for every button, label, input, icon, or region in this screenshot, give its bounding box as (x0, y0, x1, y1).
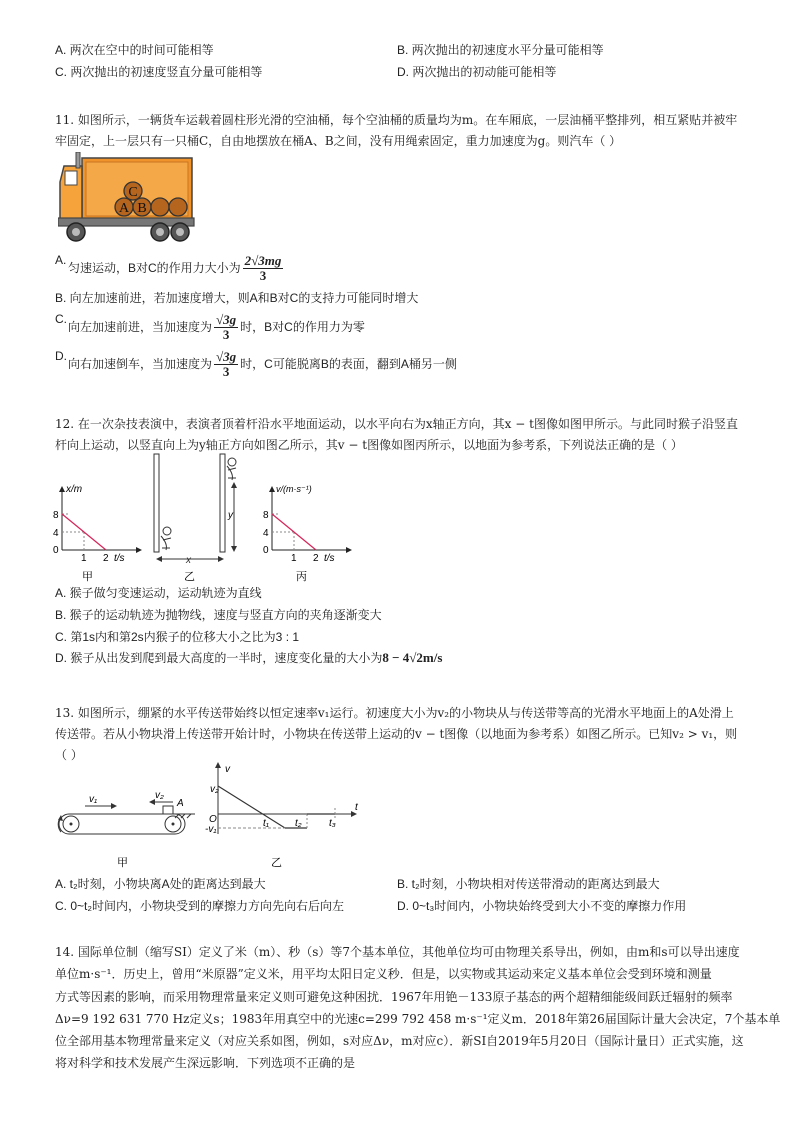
q14-stem-line1: 14. 国际单位制（缩写SI）定义了米（m）、秒（s）等7个基本单位，其他单位均可由物理关系导出，例如，由m和s可以导出速度 (55, 945, 740, 959)
q12-option-d-formula: 8 − 4√2m/s (382, 650, 443, 665)
tick-label: 4 (53, 528, 59, 539)
tick-label: 2 (313, 553, 319, 564)
conveyor-figure (58, 790, 195, 869)
tick-label: 8 (263, 510, 269, 521)
monkey-body-icon (161, 536, 171, 550)
barrel (151, 198, 169, 216)
block (163, 806, 173, 814)
monkey-icon (163, 527, 171, 535)
label-t2: t₂ (295, 818, 302, 829)
q11-stem-line2: 牢固定，上一层只有一只桶C，自由地摆放在桶A、B之间，没有用绳索固定，重力加速度为g。则汽车（ ） (55, 134, 622, 148)
q11-option-c-letter: C. (55, 312, 67, 326)
fraction-numerator: 2√3mg (244, 253, 282, 269)
wheel-hub (176, 228, 184, 236)
label-neg-v1: -v₁ (205, 824, 217, 835)
q14-stem-line2: 单位m·s⁻¹．历史上，曾用“米原器”定义米，用平均太阳日定义秒．但是，以实物或其运动来定义基本单位会受到环境和测量 (55, 967, 712, 981)
q11-option-a[interactable] (68, 254, 285, 283)
pole-right (220, 454, 225, 552)
q11-option-a-text: 匀速运动，B对C的作用力大小为 (68, 261, 241, 275)
rotation-arrowhead-icon (58, 815, 63, 821)
q12-figures (50, 452, 370, 584)
v-axis-arrow (215, 762, 221, 768)
q12-stem-line1: 12. 在一次杂技表演中，表演者顶着杆沿水平地面运动，以水平向右为x轴正方向，其x − t图像如图甲所示。与此同时猴子沿竖直 (55, 417, 738, 431)
q12-option-b[interactable]: B. 猴子的运动轨迹为抛物线，速度与竖直方向的夹角逐渐变大 (55, 608, 382, 622)
tick-label: 2 (103, 553, 109, 564)
fraction-numerator: √3g (216, 349, 237, 365)
tick-label: 4 (263, 528, 269, 539)
axis-label-x: x/m (66, 484, 83, 495)
fraction (214, 350, 238, 379)
fraction (214, 313, 238, 342)
q11-option-c-text1: 向左加速前进，当加速度为 (68, 320, 213, 334)
label-v2: v₂ (155, 790, 164, 801)
graph-jia (53, 484, 142, 583)
q11-option-c[interactable] (68, 313, 365, 342)
pulley-axle (70, 823, 73, 826)
caption-yi: 乙 (184, 571, 195, 583)
q13-option-b[interactable]: B. t₂时刻，小物块相对传送带滑动的距离达到最大 (397, 877, 660, 891)
vt-line-descending (218, 786, 285, 828)
q11-option-b[interactable]: B. 向左加速前进，若加速度增大，则A和B对C的支持力可能同时增大 (55, 291, 419, 305)
fraction (243, 254, 284, 283)
y-axis-arrow (59, 486, 65, 492)
truck-figure (58, 152, 198, 246)
q11-option-d-text1: 向右加速倒车，当加速度为 (68, 357, 213, 371)
label-x: x (186, 555, 191, 566)
vt-graph (205, 762, 359, 869)
fraction-denominator: 3 (222, 364, 230, 380)
label-origin: O (209, 814, 217, 825)
v1-arrowhead (111, 803, 117, 809)
label-t1: t₁ (263, 818, 269, 829)
barrel-c-label: C (128, 185, 138, 200)
label-v1: v₁ (89, 794, 98, 805)
tick-label: 0 (53, 545, 59, 556)
q12-option-d-text: D. 猴子从出发到爬到最大高度的一半时，速度变化量的大小为 (55, 651, 383, 665)
tick-label: 0 (263, 545, 269, 556)
q14-stem-line6: 将对科学和技术发展产生深远影响．下列选项不正确的是 (55, 1056, 356, 1070)
q11-option-d-letter: D. (55, 349, 67, 363)
q13-stem-line1: 13. 如图所示，绷紧的水平传送带始终以恒定速率v₁运行。初速度大小为v₂的小物块从与传送带等高的光滑水平地面上的A处滑上 (55, 706, 734, 720)
axis-label-t: t/s (114, 553, 125, 564)
q12-option-c[interactable]: C. 第1s内和第2s内猴子的位移大小之比为3 : 1 (55, 630, 300, 644)
pulley-axle (172, 823, 175, 826)
q10-option-b[interactable]: B. 两次抛出的初速度水平分量可能相等 (397, 43, 604, 57)
graph-bing (263, 484, 352, 583)
barrel-b-label: B (137, 201, 147, 216)
q14-stem-line3: 方式等因素的影响，而采用物理常量来定义则可避免这种困扰．1967年用铯－133原子基态的两个超精细能级间跃迁辐射的频率 (55, 990, 733, 1004)
q11-option-d[interactable] (68, 350, 457, 379)
y-axis-arrow (269, 486, 275, 492)
monkey-icon (228, 458, 236, 466)
truck-exhaust (76, 152, 80, 168)
wheel-hub (72, 228, 80, 236)
q13-option-a[interactable]: A. t₂时刻，小物块离A处的距离达到最大 (55, 877, 266, 891)
y-arrow-down (231, 546, 237, 552)
q11-option-c-text2: 时，B对C的作用力为零 (240, 320, 365, 334)
x-arrow-left (156, 556, 162, 562)
q13-option-c[interactable]: C. 0~t₂时间内，小物块受到的摩擦力方向先向右后向左 (55, 899, 345, 913)
q10-option-a[interactable]: A. 两次在空中的时间可能相等 (55, 43, 214, 57)
fraction-numerator: √3g (216, 312, 237, 328)
q10-option-d[interactable]: D. 两次抛出的初动能可能相等 (397, 65, 557, 79)
q14-stem-line4: Δν=9 192 631 770 Hz定义s；1983年用真空中的光速c=299 792 458 m·s⁻¹定义m．2018年第26届国际计量大会决定，7个基本单 (55, 1012, 781, 1026)
fraction-denominator: 3 (222, 327, 230, 343)
label-v: v (225, 764, 230, 775)
label-v2: v₂ (210, 784, 219, 795)
figure-yi (154, 454, 237, 583)
q14-stem-line5: 位全部用基本物理常量来定义（对应关系如图，例如，s对应Δν，m对应c）．新SI自2019年5月20日（国际计量日）正式实施，这 (55, 1034, 744, 1048)
tick-label: 8 (53, 510, 59, 521)
label-a: A (177, 798, 184, 809)
x-arrow-right (218, 556, 224, 562)
caption-jia: 甲 (82, 571, 93, 583)
q13-stem-line3: （ ） (55, 748, 83, 762)
label-t3: t₃ (329, 818, 336, 829)
q13-figures (55, 762, 365, 870)
q11-option-a-letter: A. (55, 253, 67, 267)
barrel-a-label: A (118, 201, 130, 216)
barrel (169, 198, 187, 216)
monkey-body-icon (227, 466, 236, 480)
tick-label: 1 (81, 553, 87, 564)
fraction-denominator: 3 (259, 268, 267, 284)
y-arrow-up (231, 482, 237, 488)
label-t: t (355, 802, 358, 813)
q12-stem-line2: 杆向上运动，以竖直向上为y轴正方向如图乙所示，其v − t图像如图丙所示，以地面为参考系，下列说法正确的是（ ） (55, 438, 683, 452)
truck-window (65, 171, 77, 185)
caption-yi: 乙 (271, 857, 282, 869)
pole-left (154, 454, 159, 552)
x-axis-arrow (346, 547, 352, 553)
axis-label-v: v/(m·s⁻¹) (276, 484, 312, 494)
label-y: y (228, 510, 233, 521)
q12-option-a[interactable]: A. 猴子做匀变速运动，运动轨迹为直线 (55, 586, 262, 600)
tick-label: 1 (291, 553, 297, 564)
q13-stem-line2: 传送带。若从小物块滑上传送带开始计时，小物块在传送带上运动的v − t图像（以地面为参考系）如图乙所示。已知v₂ > v₁，则 (55, 727, 738, 741)
q13-option-d[interactable]: D. 0~t₃时间内，小物块始终受到大小不变的摩擦力作用 (397, 899, 687, 913)
axis-label-t: t/s (324, 553, 335, 564)
q11-stem-line1: 11. 如图所示，一辆货车运载着圆柱形光滑的空油桶，每个空油桶的质量均为m。在车厢底，一层油桶平整排列，相互紧贴并被牢 (55, 113, 738, 127)
q11-option-d-text2: 时，C可能脱离B的表面，翻到A桶另一侧 (240, 357, 457, 371)
q10-option-c[interactable]: C. 两次抛出的初速度竖直分量可能相等 (55, 65, 263, 79)
x-axis-arrow (136, 547, 142, 553)
wheel-hub (156, 228, 164, 236)
q12-option-d[interactable] (55, 650, 442, 666)
caption-bing: 丙 (296, 571, 307, 583)
caption-jia: 甲 (117, 857, 128, 869)
